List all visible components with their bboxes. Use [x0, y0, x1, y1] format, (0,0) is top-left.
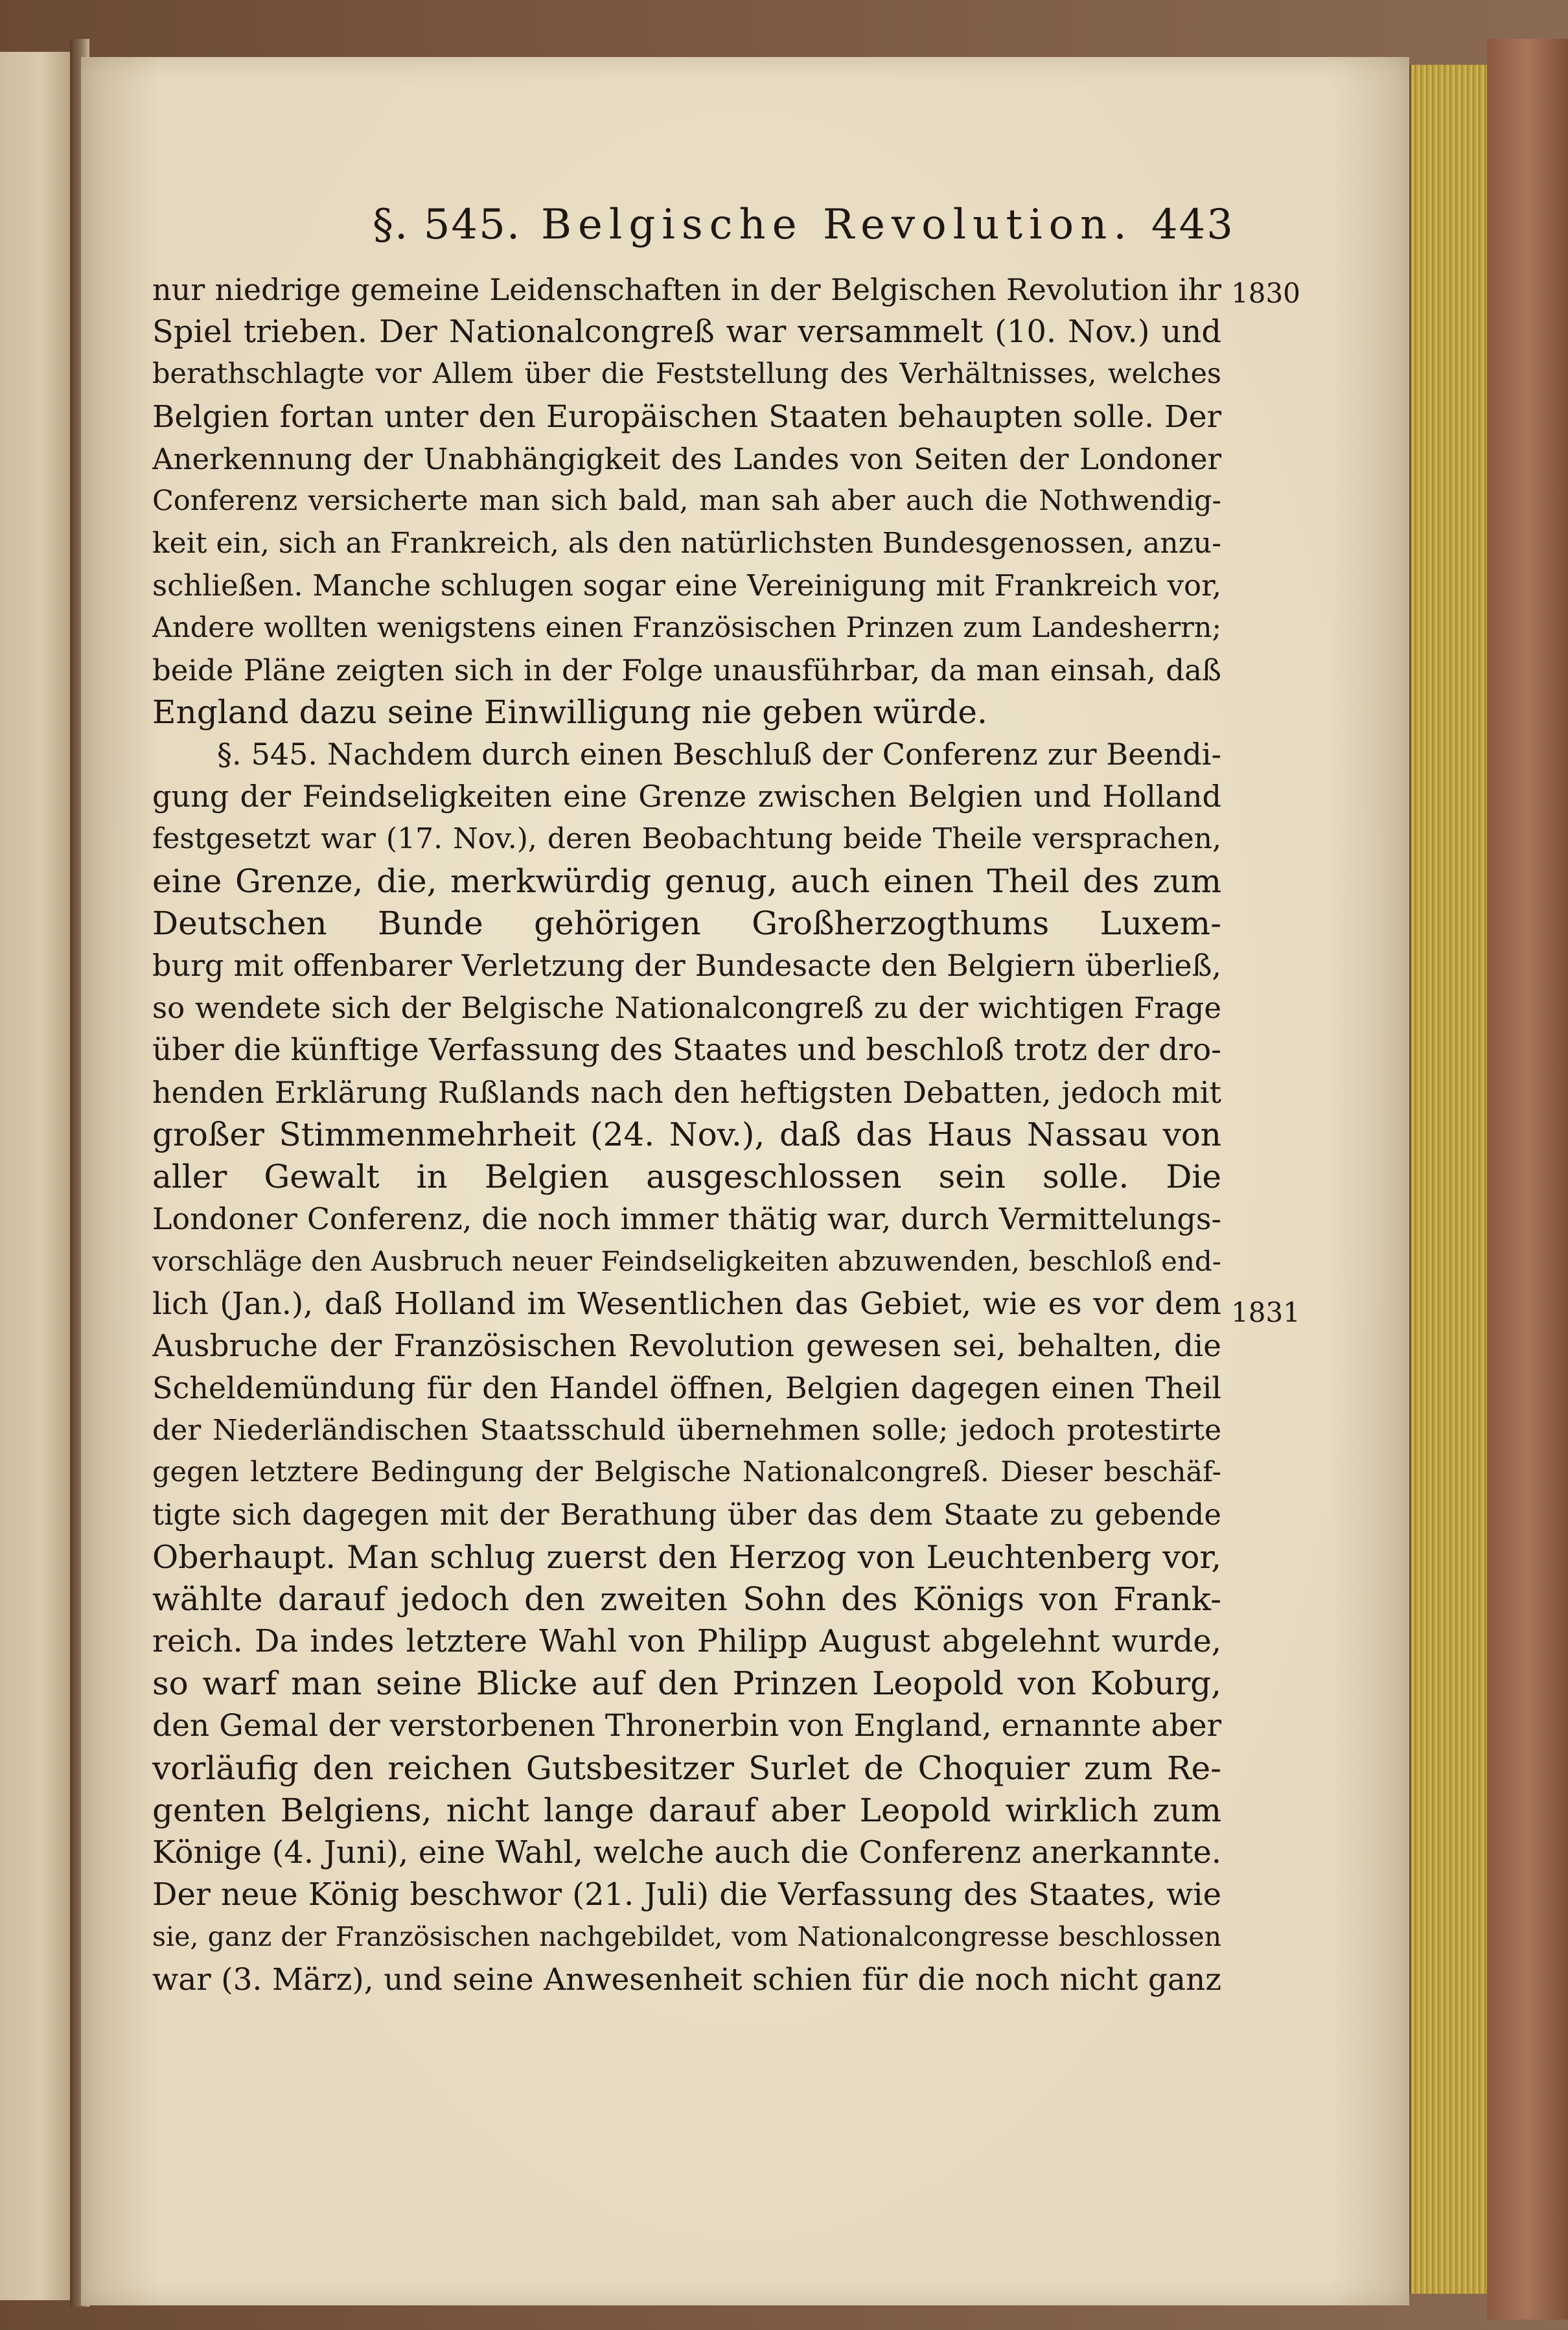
text-line: den Gemal der verstorbenen Thronerbin von England, ernannte aber	[152, 1708, 1221, 1744]
margin-year: 1831	[1231, 1297, 1300, 1328]
text-line: vorschläge den Ausbruch neuer Feindseligkeiten abzuwenden, beschloß end-	[152, 1245, 1221, 1278]
text-line: wählte darauf jedoch den zweiten Sohn des Königs von Frank-	[152, 1580, 1221, 1618]
header-section: §. 545.	[373, 201, 522, 249]
text-line: Anerkennung der Unabhängigkeit des Landes von Seiten der Londoner	[152, 441, 1221, 476]
text-line: Könige (4. Juni), eine Wahl, welche auch die Conferenz anerkannte.	[152, 1834, 1221, 1871]
text-line: tigte sich dagegen mit der Berathung über das dem Staate zu gebende	[152, 1497, 1221, 1532]
text-line: aller Gewalt in Belgien ausgeschlossen sein solle. Die	[152, 1157, 1221, 1195]
text-line: England dazu seine Einwilligung nie geben würde.	[152, 693, 987, 731]
text-line: beide Pläne zeigten sich in der Folge unausführbar, da man einsah, daß	[152, 652, 1221, 687]
running-header	[373, 194, 1234, 266]
text-line: Conferenz versicherte man sich bald, man sah aber auch die Nothwendig-	[152, 484, 1221, 517]
text-line: Londoner Conferenz, die noch immer thätig war, durch Vermittelungs-	[152, 1201, 1221, 1237]
text-line: nur niedrige gemeine Leidenschaften in der Belgischen Revolution ihr	[152, 272, 1221, 307]
text-line: Ausbruche der Französischen Revolution gewesen sei, behalten, die	[152, 1328, 1221, 1364]
text-line: der Niederländischen Staatsschuld übernehmen solle; jedoch protestirte	[152, 1414, 1221, 1448]
text-line: burg mit offenbarer Verletzung der Bundesacte den Belgiern überließ,	[152, 948, 1221, 983]
text-line: so wendete sich der Belgische Nationalcongreß zu der wichtigen Frage	[152, 991, 1221, 1026]
text-line: lich (Jan.), daß Holland im Wesentlichen das Gebiet, wie es vor dem	[152, 1286, 1221, 1322]
header-title: Belgische Revolution.	[541, 201, 1133, 249]
gilded-fore-edge	[1409, 65, 1489, 2294]
page-number: 443	[1151, 201, 1234, 249]
text-line: Spiel trieben. Der Nationalcongreß war versammelt (10. Nov.) und	[152, 314, 1221, 351]
text-line: vorläufig den reichen Gutsbesitzer Surlet de Choquier zum Re-	[152, 1749, 1221, 1787]
text-line: Oberhaupt. Man schlug zuerst den Herzog von Leuchtenberg vor,	[152, 1538, 1221, 1576]
text-line: §. 545. Nachdem durch einen Beschluß der Conferenz zur Beendi-	[217, 737, 1221, 772]
text-line: festgesetzt war (17. Nov.), deren Beobachtung beide Theile versprachen,	[152, 822, 1221, 856]
text-line: schließen. Manche schlugen sogar eine Vereinigung mit Frankreich vor,	[152, 568, 1221, 603]
text-line: großer Stimmenmehrheit (24. Nov.), daß das Haus Nassau von	[152, 1115, 1221, 1153]
text-line: Belgien fortan unter den Europäischen Staaten behaupten solle. Der	[152, 398, 1221, 435]
text-line: gegen letztere Bedingung der Belgische Nationalcongreß. Dieser beschäf-	[152, 1456, 1221, 1489]
text-line: so warf man seine Blicke auf den Prinzen Leopold von Koburg,	[152, 1665, 1221, 1703]
text-line: reich. Da indes letztere Wahl von Philipp August abgelehnt wurde,	[152, 1623, 1221, 1659]
text-line: Scheldemündung für den Handel öffnen, Belgien dagegen einen Theil	[152, 1370, 1221, 1405]
text-line: Der neue König beschwor (21. Juli) die Verfassung des Staates, wie	[152, 1876, 1221, 1913]
text-line: war (3. März), und seine Anwesenheit schien für die noch nicht ganz	[152, 1961, 1221, 1998]
text-line: eine Grenze, die, merkwürdig genug, auch einen Theil des zum	[152, 862, 1221, 900]
cover-board-edge	[1487, 39, 1568, 2320]
text-line: genten Belgiens, nicht lange darauf aber Leopold wirklich zum	[152, 1791, 1221, 1829]
body-text	[152, 269, 1221, 2001]
text-line: sie, ganz der Französischen nachgebildet, vom Nationalcongresse beschlossen	[152, 1921, 1221, 1953]
margin-year: 1830	[1231, 277, 1300, 309]
text-line: keit ein, sich an Frankreich, als den natürlichsten Bundesgenossen, anzu-	[152, 527, 1221, 560]
left-page-edge	[0, 52, 73, 2300]
text-line: über die künftige Verfassung des Staates und beschloß trotz der dro-	[152, 1032, 1221, 1068]
text-line: gung der Feindseligkeiten eine Grenze zwischen Belgien und Holland	[152, 779, 1221, 814]
text-line: Andere wollten wenigstens einen Französischen Prinzen zum Landesherrn;	[152, 611, 1221, 644]
text-line: Deutschen Bunde gehörigen Großherzogthums Luxem-	[152, 904, 1221, 942]
text-line: henden Erklärung Rußlands nach den heftigsten Debatten, jedoch mit	[152, 1074, 1221, 1110]
text-line: berathschlagte vor Allem über die Feststellung des Verhältnisses, welches	[152, 358, 1221, 391]
